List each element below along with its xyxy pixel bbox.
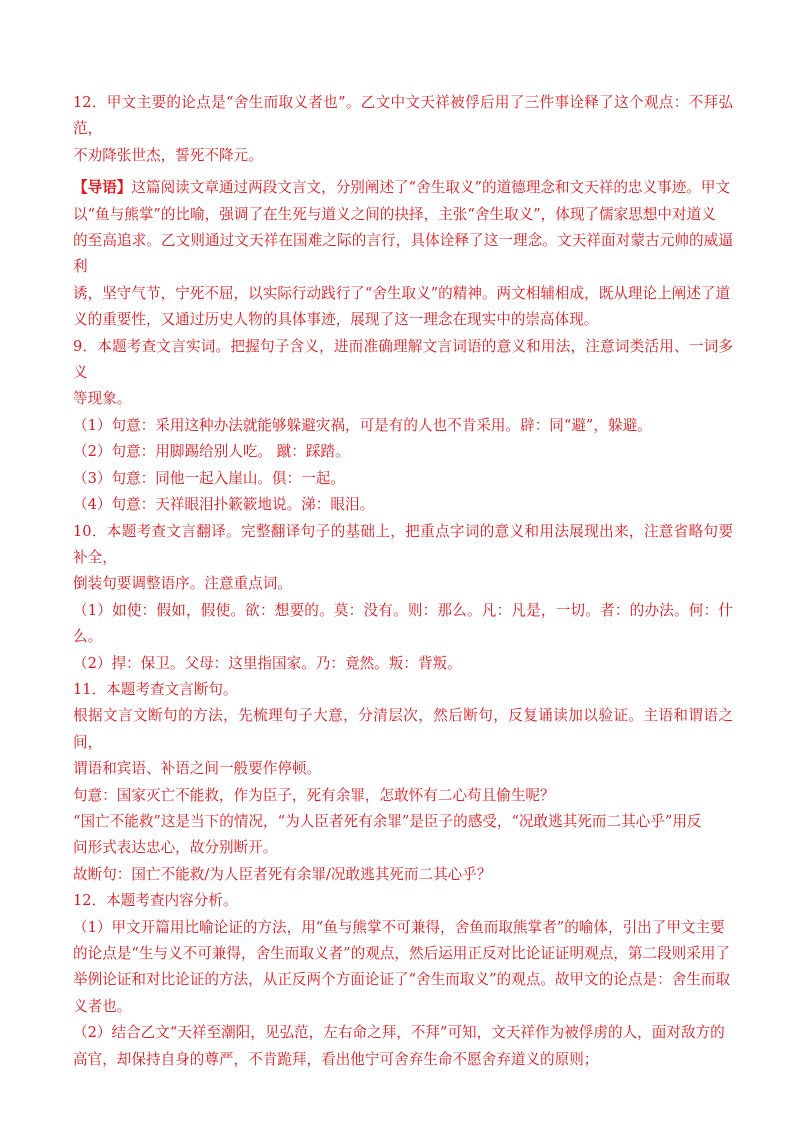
text-line: 句意：国家灭亡不能救，作为臣子，死有余罪，怎敢怀有二心苟且偷生呢？ (73, 786, 555, 804)
text-line: 不劝降张世杰，誓死不降元。 (73, 146, 263, 164)
text-line: 诱，坚守气节，宁死不屈，以实际行动践行了“舍生取义”的精神。两文相辅相成，既从理论上阐述了道 (73, 284, 731, 302)
text-line: 10．本题考查文言翻译。完整翻译句子的基础上，把重点字词的意义和用法展现出来，注意省略句要补全， (73, 522, 733, 566)
q9-item-4 (73, 492, 733, 518)
text-line: 义者也。 (73, 997, 132, 1015)
q10-item-1 (73, 598, 733, 651)
q9-item-1 (73, 413, 733, 439)
text-line: （4）句意：天祥眼泪扑簌簌地说。涕：眼泪。 (73, 496, 375, 514)
text-line: 9．本题考查文言实词。把握句子含义，进而准确理解文言词语的意义和用法，注意词类活用、一词多义 (73, 337, 733, 382)
text-line: （1）如使：假如，假使。欲：想要的。莫：没有。则：那么。凡：凡是，一切。者：的办法。何：什么。 (73, 601, 733, 646)
text-line: 故断句：国亡不能救/为人臣者死有余罪/况敢逃其死而二其心乎？ (73, 865, 492, 883)
q11-heading (73, 677, 733, 703)
q12-item-1 (73, 915, 733, 1021)
q10-item-2 (73, 651, 733, 677)
q9-item-3 (73, 466, 733, 492)
text-line: 谓语和宾语、补语之间一般要作停顿。 (73, 760, 322, 778)
text-line: 等现象。 (73, 390, 132, 408)
text-line: （2）捍：保卫。父母：这里指国家。乃：竟然。叛：背叛。 (73, 654, 462, 672)
text-line: 倒装句要调整语序。注意重点词。 (73, 575, 292, 593)
text-line: （2）句意：用脚踢给别人吃。 蹴：踩踏。 (73, 443, 350, 461)
text-line: 的至高追求。乙文则通过文天祥在国难之际的言行，具体诠释了这一理念。文天祥面对蒙古元帅的威逼利 (73, 232, 733, 276)
q11-answer (73, 862, 733, 888)
q11-meaning (73, 783, 733, 809)
text-line: 义的重要性，又通过历史人物的具体事迹，展现了这一理念在现实中的崇高体现。 (73, 311, 599, 329)
text-line: （2）结合乙文“天祥至潮阳，见弘范，左右命之拜，不拜”可知，文天祥作为被俘虏的人，面对敌方的 (73, 1024, 725, 1042)
text-line: 的论点是“生与义不可兼得，舍生而取义者”的观点，然后运用正反对比论证证明观点，第二段则采用了 (73, 945, 731, 962)
q11-method (73, 703, 733, 782)
q12-heading (73, 888, 733, 914)
text-line: 问形式表达忠心，故分别断开。 (73, 839, 278, 857)
guide-paragraph (73, 175, 733, 333)
q11-analysis (73, 809, 733, 862)
text-line: 这篇阅读文章通过两段文言文，分别阐述了“舍生取义”的道德理念和文天祥的忠义事迹。甲文 (131, 179, 731, 197)
text-line: 举例论证和对比论证的方法，从正反两个方面论证了“舍生而取义”的观点。故甲文的论点是：舍生而取 (73, 971, 731, 989)
text-line: 以“鱼与熊掌”的比喻，强调了在生死与道义之间的抉择，主张“舍生取义”，体现了儒家思想中对道义 (73, 205, 716, 223)
text-line: 11．本题考查文言断句。 (73, 680, 238, 698)
answer-12-paragraph (73, 90, 733, 169)
q10-heading (73, 519, 733, 598)
text-line: 12．本题考查内容分析。 (73, 892, 238, 910)
document-page (73, 90, 733, 1073)
text-line: 12．甲文主要的论点是“舍生而取义者也”。乙文中文天祥被俘后用了三件事诠释了这个观点：不拜弘范， (73, 94, 733, 138)
text-line: （1）甲文开篇用比喻论证的方法，用“鱼与熊掌不可兼得，舍鱼而取熊掌者”的喻体，引出了甲文主要 (73, 918, 725, 936)
text-line: （1）句意：采用这种办法就能够躲避灾祸，可是有的人也不肯采用。辟：同“避”，躲避。 (73, 416, 652, 434)
text-line: 高官，却保持自身的尊严，不肯跪拜，看出他宁可舍弃生命不愿舍弃道义的原则； (73, 1050, 599, 1068)
q12-item-2 (73, 1020, 733, 1073)
text-line: （3）句意：同他一起入崖山。俱：一起。 (73, 469, 345, 487)
text-line: 根据文言文断句的方法，先梳理句子大意，分清层次，然后断句，反复诵读加以验证。主语和谓语之间， (73, 707, 733, 751)
guide-tag: 【导语】 (73, 179, 132, 197)
q9-heading (73, 334, 733, 413)
q9-item-2 (73, 439, 733, 465)
text-line: “国亡不能救”这是当下的情况，“为人臣者死有余罪”是臣子的感受，“况敢逃其死而二其心乎”用反 (73, 812, 702, 830)
